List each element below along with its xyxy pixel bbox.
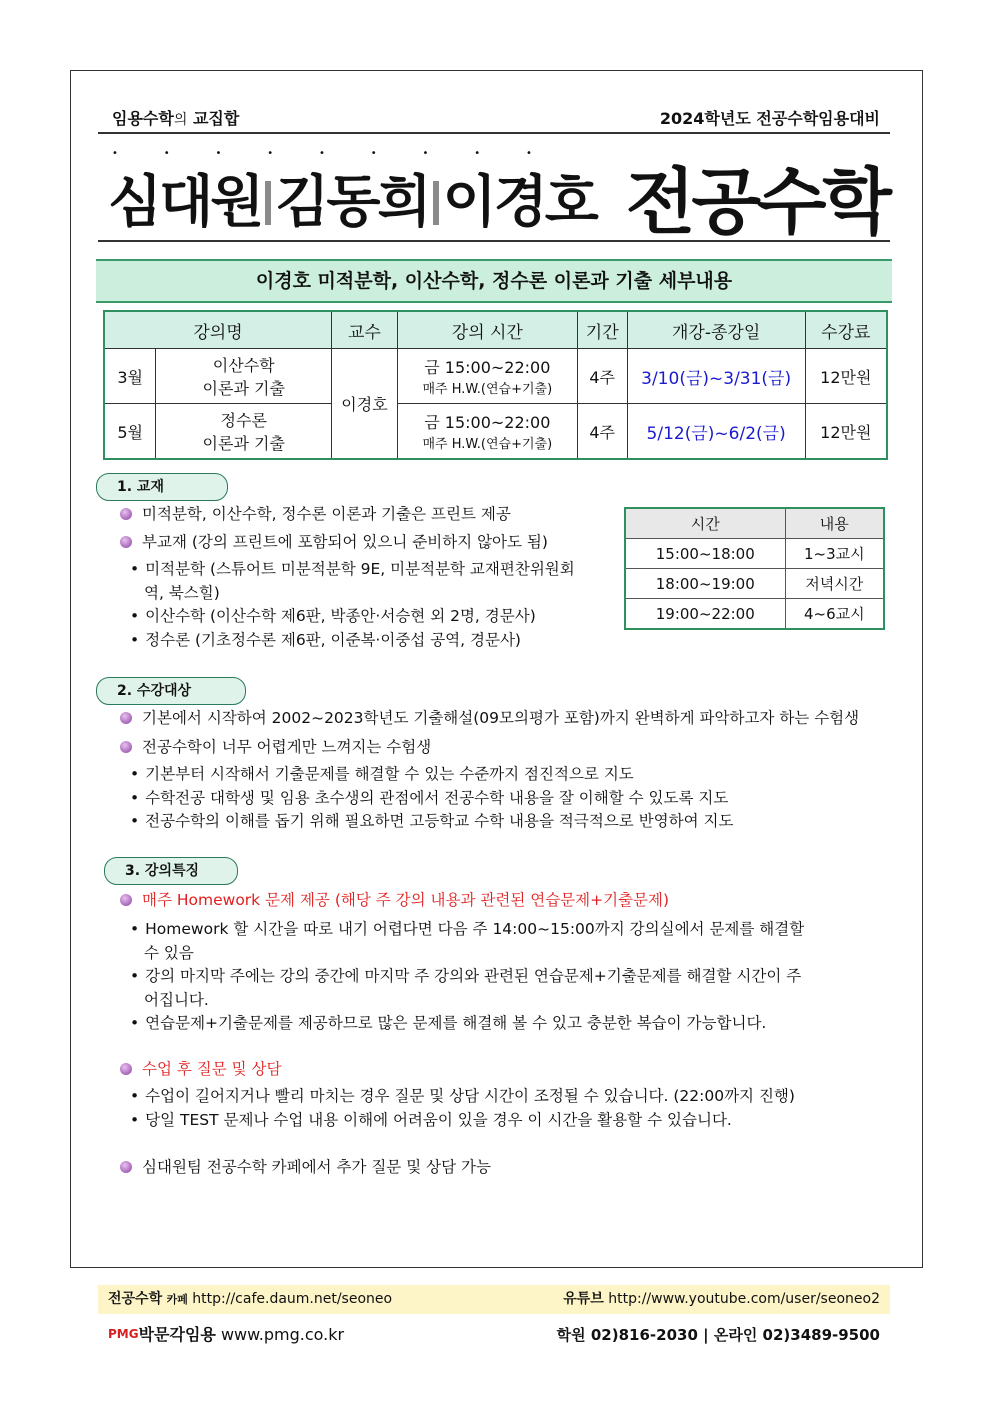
cafe-link[interactable]: 전공수학 카페 http://cafe.daum.net/seoneo: [108, 1291, 393, 1307]
bullet-icon: [120, 741, 132, 753]
course-table: [103, 310, 888, 460]
bullet-icon: [120, 712, 132, 724]
list-item-cont: 어집니다.: [144, 991, 209, 1009]
title-name-3: 이경호: [442, 170, 596, 235]
course-fee: 12만원: [805, 404, 887, 460]
time-line: 금 15:00~22:00: [424, 358, 551, 377]
course-month: 3월: [104, 349, 156, 404]
title-separator: [265, 181, 271, 225]
table-row: 19:00~22:00 4~6교시: [625, 599, 884, 630]
contact-phones: 학원 02)816-2030 | 온라인 02)3489-9500: [556, 1326, 880, 1344]
footer-links: [98, 1285, 890, 1314]
list-item: • 이산수학 (이산수학 제6판, 박종안·서승현 외 2명, 경문사): [130, 607, 536, 625]
list-item-cont: 역, 북스힐): [144, 584, 220, 602]
brand-line: [108, 1322, 344, 1345]
tagline-small: 의: [173, 112, 188, 128]
course-dates: 5/12(금)~6/2(금): [627, 404, 805, 460]
tagline-end: 교집합: [192, 109, 240, 128]
bullet-icon: [120, 894, 132, 906]
list-item: 전공수학이 너무 어렵게만 느껴지는 수험생: [120, 735, 431, 757]
course-name-line: 이론과 기출: [202, 434, 285, 453]
course-year: 2024학년도 전공수학임용대비: [659, 109, 880, 128]
col-header: 시간: [625, 508, 785, 539]
header-tagline: [112, 106, 239, 129]
course-month: 5월: [104, 404, 156, 460]
schedule-table: [624, 507, 885, 630]
list-item: • Homework 할 시간을 따로 내기 어렵다면 다음 주 14:00~15:00까지 강의실에서 문제를 해결할: [130, 920, 805, 938]
col-header: 수강료: [805, 311, 887, 349]
course-dates: 3/10(금)~3/31(금): [627, 349, 805, 404]
course-fee: 12만원: [805, 349, 887, 404]
section-3-title: 3. 강의특징: [104, 857, 238, 885]
col-header: 기간: [577, 311, 627, 349]
col-header: 교수: [332, 311, 398, 349]
title-subject: 전공수학: [625, 160, 888, 244]
list-item: • 수학전공 대학생 및 임용 초수생의 관점에서 전공수학 내용을 잘 이해할 수 있도록 지도: [130, 789, 729, 807]
list-item: • 미적분학 (스튜어트 미분적분학 9E, 미분적분학 교재편찬위원회: [130, 560, 575, 578]
table-row: [104, 349, 887, 404]
course-table-header: [104, 311, 887, 349]
course-name-line: 이산수학: [212, 356, 275, 375]
col-header: 개강-종강일: [627, 311, 805, 349]
col-header: 강의 시간: [397, 311, 577, 349]
pmg-logo: PMG: [108, 1327, 139, 1341]
bullet-icon: [120, 1063, 132, 1075]
table-row: 15:00~18:00 1~3교시: [625, 539, 884, 569]
course-time: [397, 349, 577, 404]
online-phone: 온라인 02)3489-9500: [713, 1326, 880, 1344]
list-item: 기본에서 시작하여 2002~2023학년도 기출해설(09모의평가 포함)까지 완벽하게 파악하고자 하는 수험생: [120, 706, 859, 728]
emphasis-dots: • • • • • • • • •: [112, 148, 532, 159]
col-header: 내용: [785, 508, 884, 539]
bullet-icon: [120, 1161, 132, 1173]
header-divider: [98, 132, 890, 134]
course-name-line: 정수론: [220, 411, 267, 430]
course-name: [156, 404, 332, 460]
title-name-2: 김동희: [275, 170, 429, 235]
list-item: • 연습문제+기출문제를 제공하므로 많은 문제를 해결해 볼 수 있고 충분한 복습이 가능합니다.: [130, 1014, 767, 1032]
section-2-title: 2. 수강대상: [96, 677, 246, 705]
list-item: 매주 Homework 문제 제공 (해당 주 강의 내용과 관련된 연습문제+기출문제): [120, 888, 669, 910]
list-item-cont: 수 있음: [144, 944, 194, 962]
list-item: 수업 후 질문 및 상담: [120, 1057, 282, 1079]
title-name-1: 심대원: [108, 170, 262, 235]
time-line: 금 15:00~22:00: [424, 413, 551, 432]
course-period: 4주: [577, 404, 627, 460]
list-item: • 수업이 길어지거나 빨리 마치는 경우 질문 및 상담 시간이 조정될 수 있습니다. (22:00까지 진행): [130, 1087, 795, 1105]
hw-line: 매주 H.W.(연습+기출): [422, 437, 553, 452]
col-header: 강의명: [104, 311, 332, 349]
list-item: 부교재 (강의 프린트에 포함되어 있으니 준비하지 않아도 됨): [120, 530, 548, 552]
bullet-icon: [120, 508, 132, 520]
table-row: [104, 404, 887, 460]
list-item: • 전공수학의 이해를 돕기 위해 필요하면 고등학교 수학 내용을 적극적으로 반영하여 지도: [130, 812, 734, 830]
list-item: 미적분학, 이산수학, 정수론 이론과 기출은 프린트 제공: [120, 502, 511, 524]
site-link[interactable]: www.pmg.co.kr: [220, 1325, 345, 1344]
section-1-title: 1. 교재: [96, 473, 228, 501]
table-row: 18:00~19:00 저녁시간: [625, 569, 884, 599]
course-banner: 이경호 미적분학, 이산수학, 정수론 이론과 기출 세부내용: [96, 259, 892, 303]
course-name: [156, 349, 332, 404]
course-name-line: 이론과 기출: [202, 379, 285, 398]
hw-line: 매주 H.W.(연습+기출): [422, 382, 553, 397]
tagline-main: 임용수학: [112, 109, 174, 128]
youtube-link[interactable]: 유튜브 http://www.youtube.com/user/seoneo2: [563, 1291, 880, 1307]
professor-cell: 이경호: [332, 349, 398, 460]
brand-name: 박문각임용: [138, 1325, 216, 1344]
course-period: 4주: [577, 349, 627, 404]
list-item: • 강의 마지막 주에는 강의 중간에 마지막 주 강의와 관련된 연습문제+기출문제를 해결할 시간이 주: [130, 967, 802, 985]
title-separator: [433, 181, 439, 225]
bullet-icon: [120, 536, 132, 548]
title-divider: [98, 240, 890, 242]
course-time: [397, 404, 577, 460]
list-item: 심대원팀 전공수학 카페에서 추가 질문 및 상담 가능: [120, 1155, 491, 1177]
academy-phone: 학원 02)816-2030: [556, 1326, 698, 1344]
list-item: • 정수론 (기초정수론 제6판, 이준복·이중섭 공역, 경문사): [130, 631, 521, 649]
list-item: • 기본부터 시작해서 기출문제를 해결할 수 있는 수준까지 점진적으로 지도: [130, 765, 634, 783]
instructor-title: [108, 150, 888, 244]
list-item: • 당일 TEST 문제나 수업 내용 이해에 어려움이 있을 경우 이 시간을 활용할 수 있습니다.: [130, 1111, 732, 1129]
